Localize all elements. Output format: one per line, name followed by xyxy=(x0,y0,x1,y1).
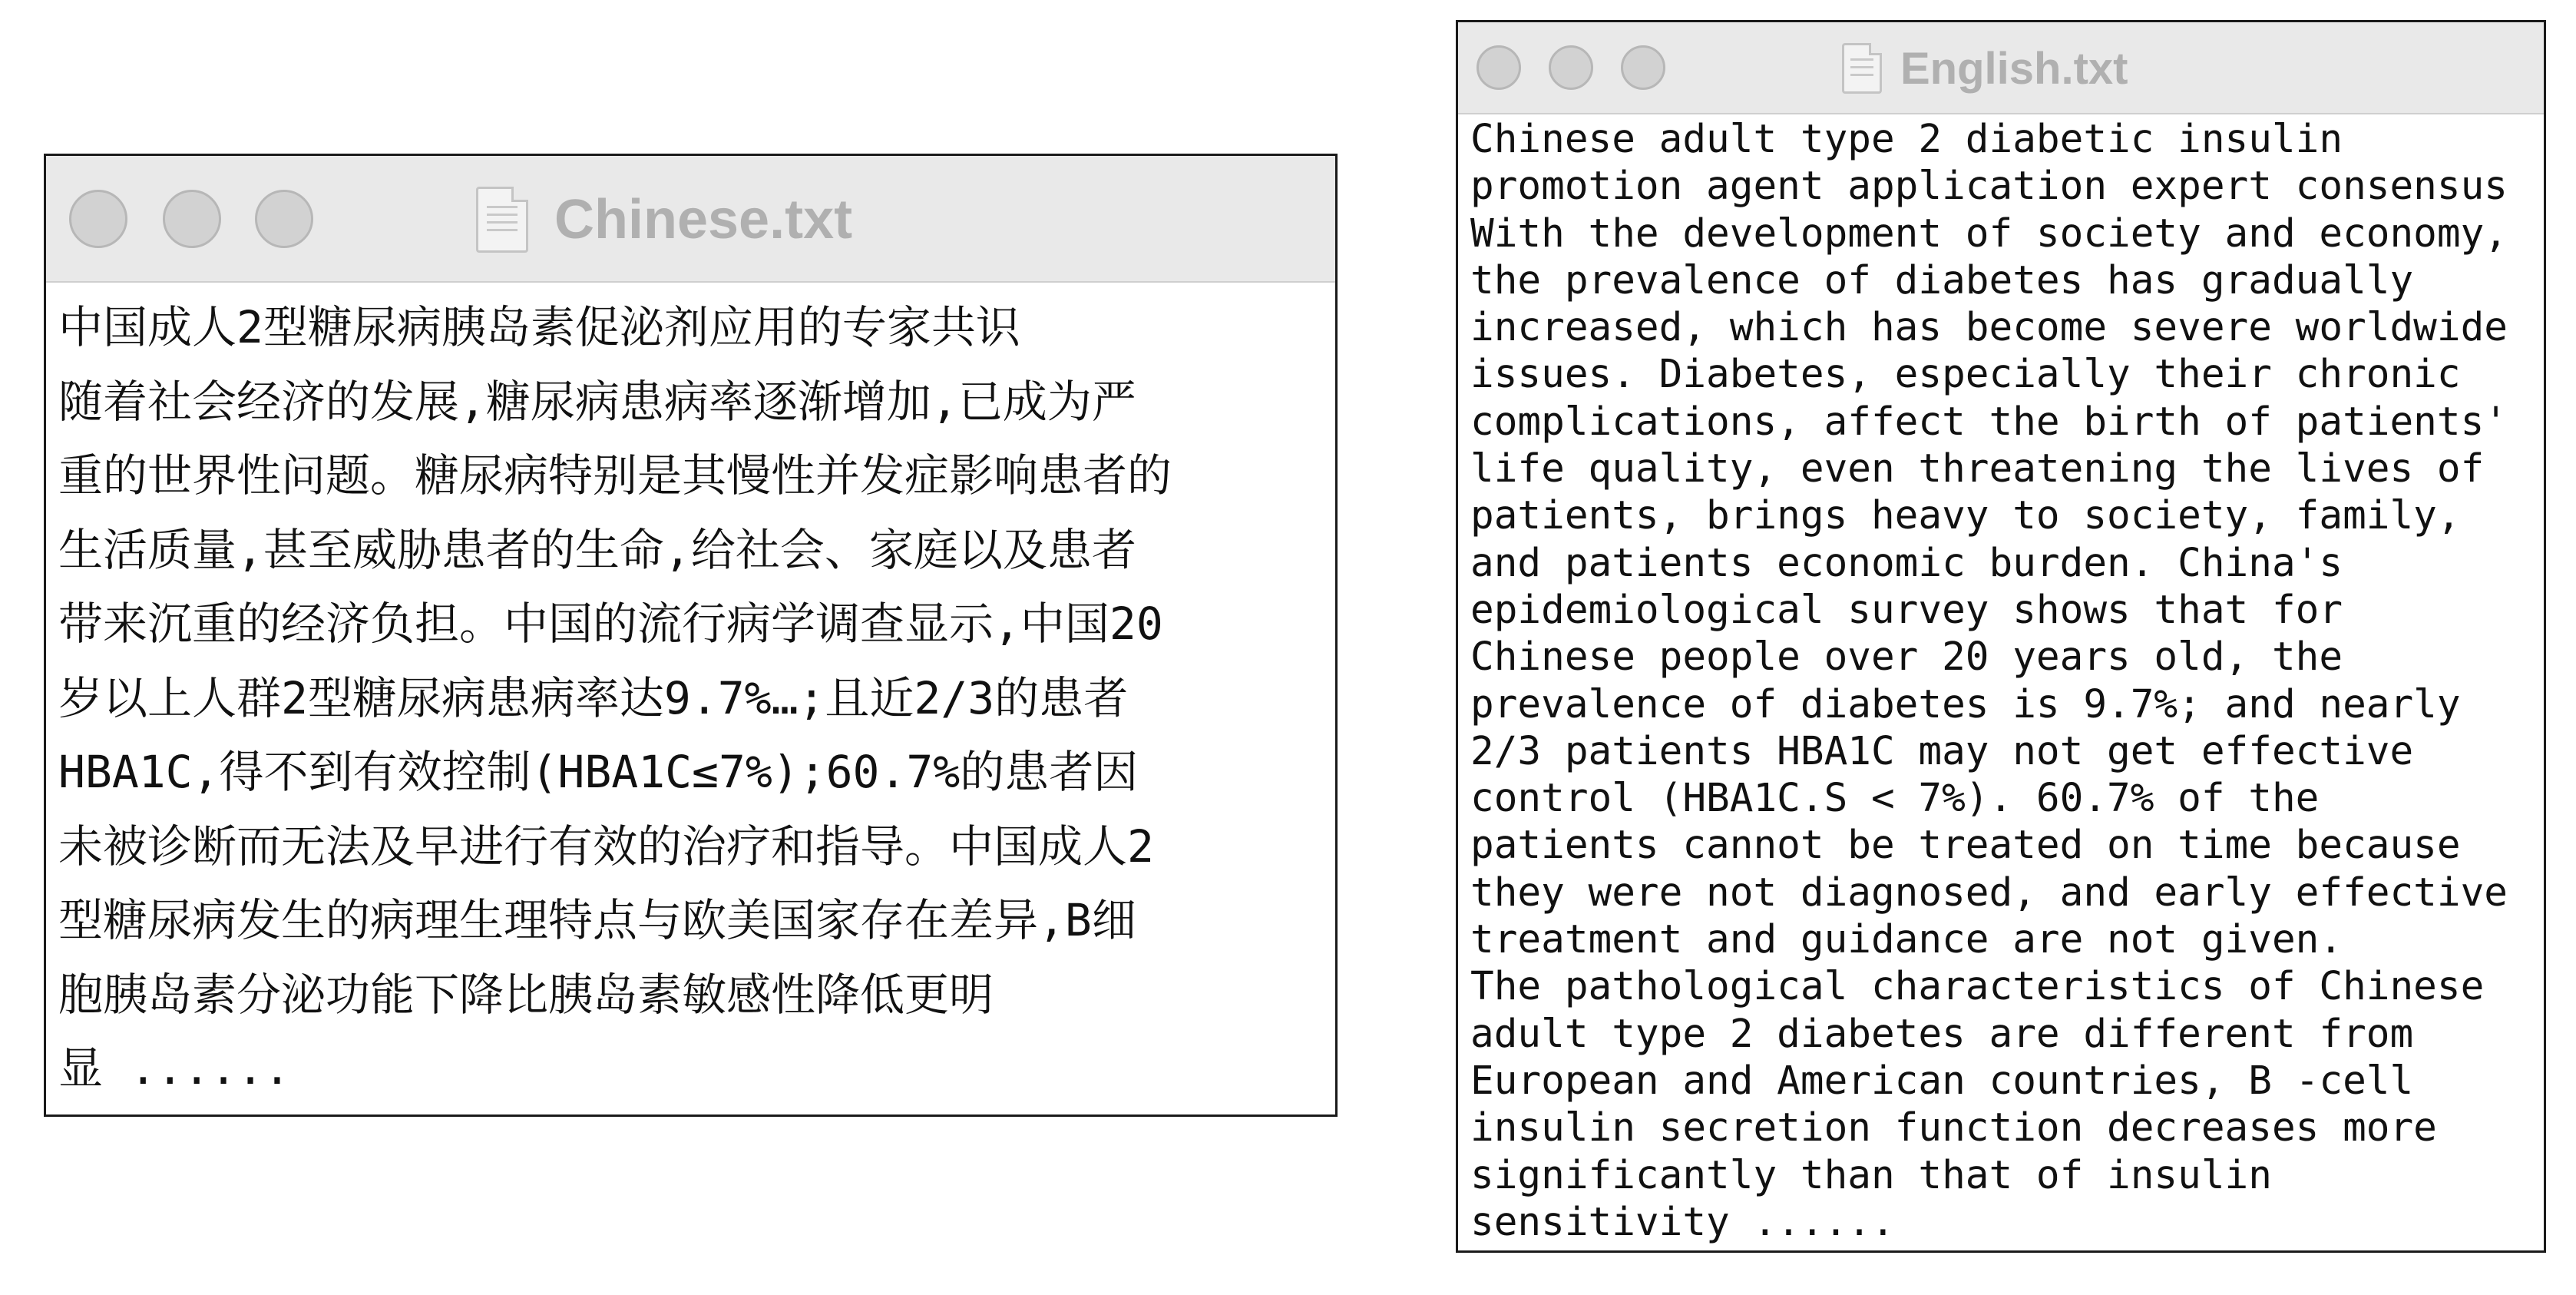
text-line: life quality, even threatening the lives of xyxy=(1470,446,2485,492)
text-line: 型糖尿病发生的病理生理特点与欧美国家存在差异,B细 xyxy=(58,894,1136,946)
text-line: The pathological characteristics of Chinese xyxy=(1470,964,2485,1010)
text-line: adult type 2 diabetes are different from xyxy=(1470,1011,2414,1057)
minimize-window-button[interactable] xyxy=(1549,45,1593,90)
text-line: HBA1C,得不到有效控制(HBA1C≤7%);60.7%的患者因 xyxy=(58,746,1139,798)
text-line: increased, which has become severe worldwide xyxy=(1470,305,2508,351)
close-window-button[interactable] xyxy=(69,190,127,248)
text-line: they were not diagnosed, and early effective xyxy=(1470,869,2508,916)
text-line: 未被诊断而无法及早进行有效的治疗和指导。中国成人2 xyxy=(58,820,1154,873)
chinese-txt-window xyxy=(44,154,1338,1117)
zoom-window-button[interactable] xyxy=(1621,45,1665,90)
text-line: significantly than that of insulin xyxy=(1470,1152,2272,1198)
chinese-text-content[interactable] xyxy=(46,283,1335,1106)
text-line: 随着社会经济的发展,糖尿病患病率逐渐增加,已成为严 xyxy=(58,375,1136,428)
text-line: With the development of society and economy, xyxy=(1470,210,2508,257)
text-line: sensitivity ...... xyxy=(1470,1199,1895,1245)
text-document-icon xyxy=(1842,43,1882,94)
text-line: 中国成人2型糖尿病胰岛素促泌剂应用的专家共识 xyxy=(58,301,1020,353)
close-window-button[interactable] xyxy=(1476,45,1521,90)
text-line: Chinese people over 20 years old, the xyxy=(1470,634,2343,681)
text-line: 显 ...... xyxy=(58,1042,291,1095)
text-line: control (HBA1C.S < 7%). 60.7% of the xyxy=(1470,776,2320,822)
text-line: issues. Diabetes, especially their chronic xyxy=(1470,352,2461,398)
english-text-content[interactable] xyxy=(1458,114,2544,1246)
text-line: treatment and guidance are not given. xyxy=(1470,917,2343,963)
text-line: the prevalence of diabetes has gradually xyxy=(1470,257,2414,303)
minimize-window-button[interactable] xyxy=(163,190,221,248)
text-line: European and American countries, B -cell xyxy=(1470,1058,2414,1104)
text-document-icon xyxy=(476,187,528,253)
window-title-group xyxy=(1842,22,2128,114)
chinese-window-titlebar[interactable] xyxy=(46,156,1335,283)
text-line: 胞胰岛素分泌功能下降比胰岛素敏感性降低更明 xyxy=(58,968,994,1021)
english-window-titlebar[interactable] xyxy=(1458,22,2544,114)
window-title: Chinese.txt xyxy=(554,188,853,250)
text-line: promotion agent application expert consensus xyxy=(1470,164,2508,210)
text-line: insulin secretion function decreases more xyxy=(1470,1105,2437,1151)
zoom-window-button[interactable] xyxy=(255,190,313,248)
text-line: 2/3 patients HBA1C may not get effective xyxy=(1470,728,2414,774)
text-line: prevalence of diabetes is 9.7%; and nearly xyxy=(1470,681,2461,727)
text-line: 重的世界性问题。糖尿病特别是其慢性并发症影响患者的 xyxy=(58,449,1172,502)
text-line: 带来沉重的经济负担。中国的流行病学调查显示,中国20 xyxy=(58,598,1163,650)
window-title-group xyxy=(476,156,852,283)
text-line: complications, affect the birth of patients' xyxy=(1470,399,2508,445)
text-line: epidemiological survey shows that for xyxy=(1470,587,2343,633)
text-line: 岁以上人群2型糖尿病患病率达9.7%…;且近2/3的患者 xyxy=(58,671,1129,724)
text-line: patients cannot be treated on time because xyxy=(1470,823,2461,869)
text-line: and patients economic burden. China's xyxy=(1470,540,2343,586)
text-line: Chinese adult type 2 diabetic insulin xyxy=(1470,117,2343,162)
text-line: patients, brings heavy to society, family, xyxy=(1470,493,2461,539)
english-txt-window xyxy=(1456,20,2546,1253)
window-title: English.txt xyxy=(1900,43,2128,94)
text-line: 生活质量,甚至威胁患者的生命,给社会、家庭以及患者 xyxy=(58,523,1136,576)
